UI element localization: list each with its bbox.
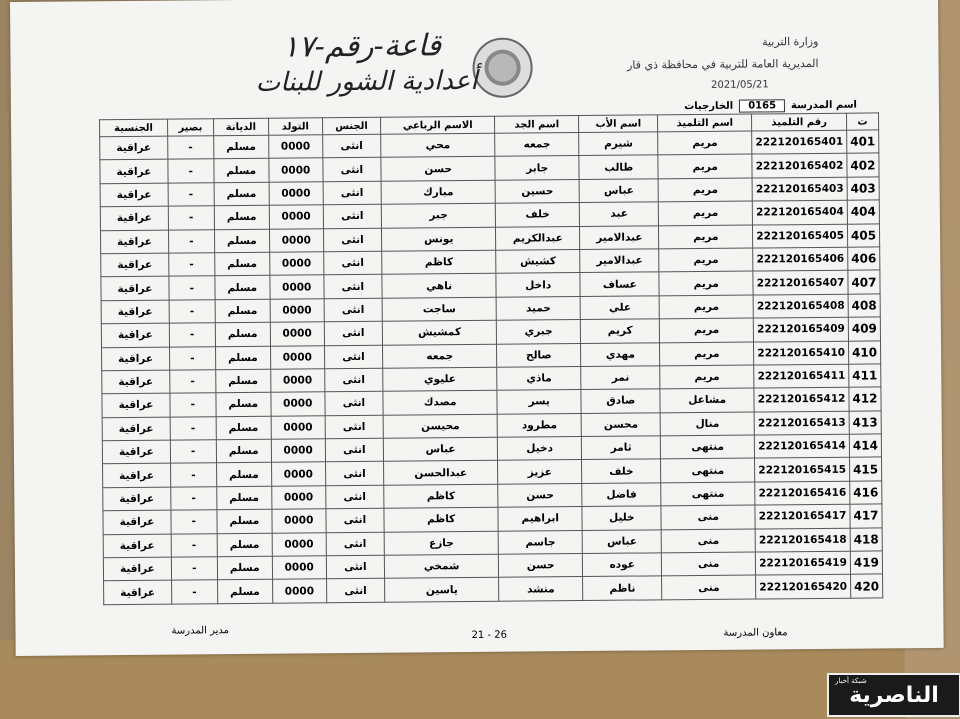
fourth-name-cell: يونس bbox=[382, 227, 496, 251]
blind-flag-cell: - bbox=[170, 463, 216, 487]
father-name-cell: عبدالامير bbox=[580, 249, 659, 273]
student-name-cell: مشاعل bbox=[660, 388, 754, 412]
student-name-cell: منى bbox=[662, 575, 756, 599]
student-name-cell: مريم bbox=[660, 365, 754, 389]
birth-year-cell: 0000 bbox=[270, 299, 324, 323]
student-name-cell: مريم bbox=[658, 131, 752, 155]
religion-cell: مسلم bbox=[216, 463, 271, 487]
ministry-heading: وزارة التربية bbox=[761, 34, 819, 49]
father-name-cell: عبد bbox=[580, 202, 659, 226]
student-name-cell: منى bbox=[661, 529, 755, 553]
student-id-cell: 222120165407 bbox=[753, 271, 848, 295]
row-index-cell: 411 bbox=[849, 364, 881, 388]
birth-year-cell: 0000 bbox=[271, 439, 325, 463]
student-id-cell: 222120165404 bbox=[753, 200, 848, 224]
column-header: ت bbox=[846, 113, 878, 130]
birth-year-cell: 0000 bbox=[270, 322, 324, 346]
student-name-cell: مريم bbox=[658, 154, 752, 178]
nationality-cell: عراقية bbox=[102, 370, 170, 394]
grandfather-name-cell: عزيز bbox=[498, 460, 582, 484]
student-id-cell: 222120165410 bbox=[754, 341, 849, 365]
column-header: اسم الأب bbox=[579, 115, 658, 133]
row-index-cell: 419 bbox=[850, 551, 882, 575]
gender-cell: انثى bbox=[326, 555, 385, 579]
handwritten-school-name: أعدادية الشور للبنات bbox=[255, 65, 478, 98]
assistant-signature-label: معاون المدرسة bbox=[723, 627, 788, 639]
student-id-cell: 222120165413 bbox=[754, 411, 849, 435]
gender-cell: انثى bbox=[322, 134, 381, 158]
nationality-cell: عراقية bbox=[103, 510, 171, 534]
fourth-name-cell: كاظم bbox=[384, 508, 498, 532]
row-index-cell: 407 bbox=[848, 270, 880, 294]
row-index-cell: 405 bbox=[847, 223, 879, 247]
nationality-cell: عراقية bbox=[101, 253, 169, 277]
student-name-cell: مريم bbox=[658, 178, 752, 202]
blind-flag-cell: - bbox=[168, 183, 214, 207]
religion-cell: مسلم bbox=[217, 509, 272, 533]
student-id-cell: 222120165412 bbox=[754, 387, 849, 411]
fourth-name-cell: جازع bbox=[384, 531, 498, 555]
column-header: الجنسية bbox=[100, 119, 168, 137]
gender-cell: انثى bbox=[324, 298, 383, 322]
student-id-cell: 222120165416 bbox=[755, 481, 850, 505]
fourth-name-cell: كاظم bbox=[384, 484, 498, 508]
gender-cell: انثى bbox=[323, 251, 382, 275]
fourth-name-cell: مصدك bbox=[383, 391, 497, 415]
gender-cell: انثى bbox=[325, 509, 384, 533]
blind-flag-cell: - bbox=[169, 253, 215, 277]
father-name-cell: طالب bbox=[579, 155, 658, 179]
gender-cell: انثى bbox=[325, 415, 384, 439]
birth-year-cell: 0000 bbox=[270, 252, 324, 276]
director-signature-label: مدير المدرسة bbox=[171, 625, 230, 637]
father-name-cell: كريم bbox=[581, 319, 660, 343]
gender-cell: انثى bbox=[324, 392, 383, 416]
fourth-name-cell: محي bbox=[381, 133, 495, 157]
father-name-cell: ناظم bbox=[583, 576, 662, 600]
fourth-name-cell: ياسين bbox=[385, 578, 499, 602]
father-name-cell: مهدي bbox=[581, 342, 660, 366]
birth-year-cell: 0000 bbox=[272, 556, 326, 580]
father-name-cell: صادق bbox=[581, 389, 660, 413]
blind-flag-cell: - bbox=[171, 580, 217, 604]
student-name-cell: مريم bbox=[659, 201, 753, 225]
father-name-cell: عساف bbox=[580, 272, 659, 296]
row-index-cell: 410 bbox=[848, 340, 880, 364]
blind-flag-cell: - bbox=[169, 346, 215, 370]
religion-cell: مسلم bbox=[216, 416, 271, 440]
birth-year-cell: 0000 bbox=[272, 579, 326, 603]
gender-cell: انثى bbox=[325, 485, 384, 509]
nationality-cell: عراقية bbox=[100, 160, 168, 184]
student-id-cell: 222120165409 bbox=[754, 317, 849, 341]
column-header: الاسم الرباعي bbox=[381, 116, 495, 134]
column-header: اسم التلميذ bbox=[658, 114, 752, 132]
grandfather-name-cell: منشد bbox=[499, 577, 583, 601]
gender-cell: انثى bbox=[325, 438, 384, 462]
school-info-row bbox=[684, 99, 857, 114]
religion-cell: مسلم bbox=[216, 393, 271, 417]
grandfather-name-cell: حسن bbox=[498, 554, 582, 578]
grandfather-name-cell: كشيش bbox=[496, 249, 580, 273]
student-id-cell: 222120165408 bbox=[753, 294, 848, 318]
religion-cell: مسلم bbox=[214, 182, 269, 206]
birth-year-cell: 0000 bbox=[269, 205, 323, 229]
column-header: اسم الجد bbox=[495, 116, 579, 134]
table-body bbox=[100, 130, 883, 605]
religion-cell: مسلم bbox=[216, 486, 271, 510]
blind-flag-cell: - bbox=[171, 487, 217, 511]
father-name-cell: فاضل bbox=[582, 483, 661, 507]
fourth-name-cell: جبر bbox=[381, 203, 495, 227]
father-name-cell: عوده bbox=[583, 553, 662, 577]
student-name-cell: مريم bbox=[659, 295, 753, 319]
fourth-name-cell: كاظم bbox=[382, 250, 496, 274]
gender-cell: انثى bbox=[325, 462, 384, 486]
father-name-cell: خليل bbox=[582, 506, 661, 530]
row-index-cell: 420 bbox=[850, 574, 882, 598]
nationality-cell: عراقية bbox=[101, 300, 169, 324]
column-header: رقم التلميذ bbox=[752, 113, 847, 131]
father-name-cell: نمر bbox=[581, 366, 660, 390]
nationality-cell: عراقية bbox=[100, 206, 168, 230]
gender-cell: انثى bbox=[326, 579, 385, 603]
row-index-cell: 414 bbox=[849, 434, 881, 458]
fourth-name-cell: محيسن bbox=[383, 414, 497, 438]
gender-cell: انثى bbox=[323, 204, 382, 228]
student-id-cell: 222120165414 bbox=[755, 434, 850, 458]
row-index-cell: 408 bbox=[848, 294, 880, 318]
religion-cell: مسلم bbox=[217, 533, 272, 557]
student-id-cell: 222120165420 bbox=[756, 575, 851, 599]
document-date: 2021/05/21 bbox=[711, 79, 769, 91]
student-id-cell: 222120165417 bbox=[755, 504, 850, 528]
student-name-cell: مريم bbox=[660, 342, 754, 366]
birth-year-cell: 0000 bbox=[272, 486, 326, 510]
father-name-cell: عباس bbox=[582, 529, 661, 553]
religion-cell: مسلم bbox=[215, 369, 270, 393]
grandfather-name-cell: داخل bbox=[496, 273, 580, 297]
grandfather-name-cell: حميد bbox=[496, 296, 580, 320]
grandfather-name-cell: مطرود bbox=[497, 413, 581, 437]
row-index-cell: 403 bbox=[847, 177, 879, 201]
religion-cell: مسلم bbox=[215, 276, 270, 300]
row-index-cell: 401 bbox=[847, 130, 879, 154]
nationality-cell: عراقية bbox=[101, 323, 169, 347]
grandfather-name-cell: حسن bbox=[498, 483, 582, 507]
blind-flag-cell: - bbox=[171, 533, 217, 557]
column-header: بصير bbox=[167, 119, 213, 136]
fourth-name-cell: عليوي bbox=[383, 367, 497, 391]
fourth-name-cell: ناهي bbox=[382, 274, 496, 298]
religion-cell: مسلم bbox=[214, 229, 269, 253]
nationality-cell: عراقية bbox=[102, 347, 170, 371]
birth-year-cell: 0000 bbox=[269, 135, 323, 159]
row-index-cell: 409 bbox=[848, 317, 880, 341]
grandfather-name-cell: جاسم bbox=[498, 530, 582, 554]
fourth-name-cell: ساجت bbox=[382, 297, 496, 321]
birth-year-cell: 0000 bbox=[269, 228, 323, 252]
grandfather-name-cell: جابر bbox=[495, 156, 579, 180]
religion-cell: مسلم bbox=[215, 346, 270, 370]
religion-cell: مسلم bbox=[215, 322, 270, 346]
grandfather-name-cell: يسر bbox=[497, 390, 581, 414]
column-header: التولد bbox=[268, 118, 322, 135]
nationality-cell: عراقية bbox=[101, 276, 169, 300]
gender-cell: انثى bbox=[326, 532, 385, 556]
nationality-cell: عراقية bbox=[102, 417, 170, 441]
fourth-name-cell: عبدالحسن bbox=[384, 461, 498, 485]
birth-year-cell: 0000 bbox=[271, 392, 325, 416]
student-name-cell: مريم bbox=[660, 318, 754, 342]
student-name-cell: منال bbox=[660, 412, 754, 436]
religion-cell: مسلم bbox=[214, 159, 269, 183]
students-table bbox=[99, 112, 883, 605]
student-name-cell: منتهى bbox=[661, 458, 755, 482]
nationality-cell: عراقية bbox=[103, 487, 171, 511]
religion-cell: مسلم bbox=[217, 580, 272, 604]
student-id-cell: 222120165402 bbox=[752, 154, 847, 178]
blind-flag-cell: - bbox=[170, 370, 216, 394]
student-name-cell: مريم bbox=[659, 225, 753, 249]
grandfather-name-cell: دخيل bbox=[497, 437, 581, 461]
student-name-cell: منى bbox=[661, 505, 755, 529]
document-page bbox=[10, 0, 944, 656]
birth-year-cell: 0000 bbox=[269, 182, 323, 206]
column-header: الجنس bbox=[322, 117, 381, 135]
grandfather-name-cell: عبدالكريم bbox=[496, 226, 580, 250]
blind-flag-cell: - bbox=[169, 323, 215, 347]
fourth-name-cell: شمخي bbox=[385, 554, 499, 578]
school-type: الخارجيات bbox=[684, 100, 734, 113]
gender-cell: انثى bbox=[324, 368, 383, 392]
student-name-cell: مريم bbox=[659, 248, 753, 272]
gender-cell: انثى bbox=[324, 345, 383, 369]
father-name-cell: خلف bbox=[582, 459, 661, 483]
religion-cell: مسلم bbox=[217, 556, 272, 580]
row-index-cell: 412 bbox=[849, 387, 881, 411]
blind-flag-cell: - bbox=[168, 136, 214, 160]
nationality-cell: عراقية bbox=[100, 136, 168, 160]
gender-cell: انثى bbox=[322, 158, 381, 182]
row-index-cell: 418 bbox=[850, 528, 882, 552]
birth-year-cell: 0000 bbox=[270, 345, 324, 369]
nationality-cell: عراقية bbox=[103, 534, 171, 558]
blind-flag-cell: - bbox=[169, 276, 215, 300]
row-index-cell: 416 bbox=[850, 481, 882, 505]
student-id-cell: 222120165415 bbox=[755, 458, 850, 482]
father-name-cell: علي bbox=[580, 296, 659, 320]
row-index-cell: 413 bbox=[849, 411, 881, 435]
birth-year-cell: 0000 bbox=[269, 158, 323, 182]
grandfather-name-cell: خلف bbox=[495, 203, 579, 227]
student-name-cell: مريم bbox=[659, 271, 753, 295]
grandfather-name-cell: جمعه bbox=[495, 133, 579, 157]
handwritten-hall-number: قاعة-رقم-١٧ bbox=[282, 28, 442, 65]
blind-flag-cell: - bbox=[170, 393, 216, 417]
student-id-cell: 222120165419 bbox=[756, 551, 851, 575]
gender-cell: انثى bbox=[324, 321, 383, 345]
religion-cell: مسلم bbox=[214, 205, 269, 229]
student-id-cell: 222120165411 bbox=[754, 364, 849, 388]
nationality-cell: عراقية bbox=[100, 230, 168, 254]
row-index-cell: 404 bbox=[847, 200, 879, 224]
nationality-cell: عراقية bbox=[102, 393, 170, 417]
student-name-cell: منى bbox=[662, 552, 756, 576]
blind-flag-cell: - bbox=[168, 159, 214, 183]
watermark-tagline: شبكة أخبار bbox=[835, 677, 867, 685]
column-header: الديانة bbox=[213, 118, 268, 135]
fourth-name-cell: كمشيش bbox=[383, 320, 497, 344]
father-name-cell: عباس bbox=[579, 179, 658, 203]
grandfather-name-cell: جبري bbox=[496, 320, 580, 344]
row-index-cell: 415 bbox=[849, 457, 881, 481]
religion-cell: مسلم bbox=[214, 252, 269, 276]
student-id-cell: 222120165403 bbox=[752, 177, 847, 201]
nationality-cell: عراقية bbox=[100, 183, 168, 207]
school-name-label: اسم المدرسة bbox=[790, 99, 857, 112]
page-number: 21 - 26 bbox=[471, 629, 508, 641]
father-name-cell: ثامر bbox=[582, 436, 661, 460]
student-id-cell: 222120165418 bbox=[755, 528, 850, 552]
father-name-cell: شيرم bbox=[579, 132, 658, 156]
birth-year-cell: 0000 bbox=[271, 462, 325, 486]
gender-cell: انثى bbox=[323, 228, 382, 252]
father-name-cell: محسن bbox=[581, 413, 660, 437]
birth-year-cell: 0000 bbox=[271, 415, 325, 439]
father-name-cell: عبدالامير bbox=[580, 225, 659, 249]
student-id-cell: 222120165406 bbox=[753, 247, 848, 271]
nationality-cell: عراقية bbox=[103, 557, 171, 581]
blind-flag-cell: - bbox=[171, 557, 217, 581]
gender-cell: انثى bbox=[323, 181, 382, 205]
nationality-cell: عراقية bbox=[104, 581, 172, 605]
watermark-logo bbox=[827, 673, 960, 717]
grandfather-name-cell: ابراهيم bbox=[498, 507, 582, 531]
watermark-brand: الناصرية bbox=[849, 682, 939, 708]
fourth-name-cell: مبارك bbox=[381, 180, 495, 204]
student-name-cell: منتهى bbox=[661, 482, 755, 506]
blind-flag-cell: - bbox=[168, 229, 214, 253]
religion-cell: مسلم bbox=[213, 135, 268, 159]
blind-flag-cell: - bbox=[168, 206, 214, 230]
blind-flag-cell: - bbox=[169, 299, 215, 323]
fourth-name-cell: عباس bbox=[384, 437, 498, 461]
student-name-cell: منتهى bbox=[661, 435, 755, 459]
student-id-cell: 222120165405 bbox=[753, 224, 848, 248]
religion-cell: مسلم bbox=[215, 299, 270, 323]
grandfather-name-cell: حسين bbox=[495, 179, 579, 203]
gender-cell: انثى bbox=[323, 275, 382, 299]
row-index-cell: 406 bbox=[848, 247, 880, 271]
fourth-name-cell: جمعه bbox=[383, 344, 497, 368]
religion-cell: مسلم bbox=[216, 439, 271, 463]
birth-year-cell: 0000 bbox=[272, 509, 326, 533]
official-seal-icon bbox=[472, 37, 533, 98]
birth-year-cell: 0000 bbox=[270, 275, 324, 299]
row-index-cell: 417 bbox=[850, 504, 882, 528]
blind-flag-cell: - bbox=[170, 416, 216, 440]
directorate-heading: المديرية العامة للتربية في محافظة ذي قار bbox=[627, 56, 819, 72]
nationality-cell: عراقية bbox=[102, 440, 170, 464]
blind-flag-cell: - bbox=[171, 510, 217, 534]
nationality-cell: عراقية bbox=[103, 464, 171, 488]
row-index-cell: 402 bbox=[847, 153, 879, 177]
birth-year-cell: 0000 bbox=[272, 532, 326, 556]
fourth-name-cell: حسن bbox=[381, 157, 495, 181]
school-code: 0165 bbox=[739, 99, 785, 112]
birth-year-cell: 0000 bbox=[271, 369, 325, 393]
grandfather-name-cell: ماذي bbox=[497, 366, 581, 390]
grandfather-name-cell: صالح bbox=[497, 343, 581, 367]
blind-flag-cell: - bbox=[170, 440, 216, 464]
student-id-cell: 222120165401 bbox=[752, 130, 847, 154]
